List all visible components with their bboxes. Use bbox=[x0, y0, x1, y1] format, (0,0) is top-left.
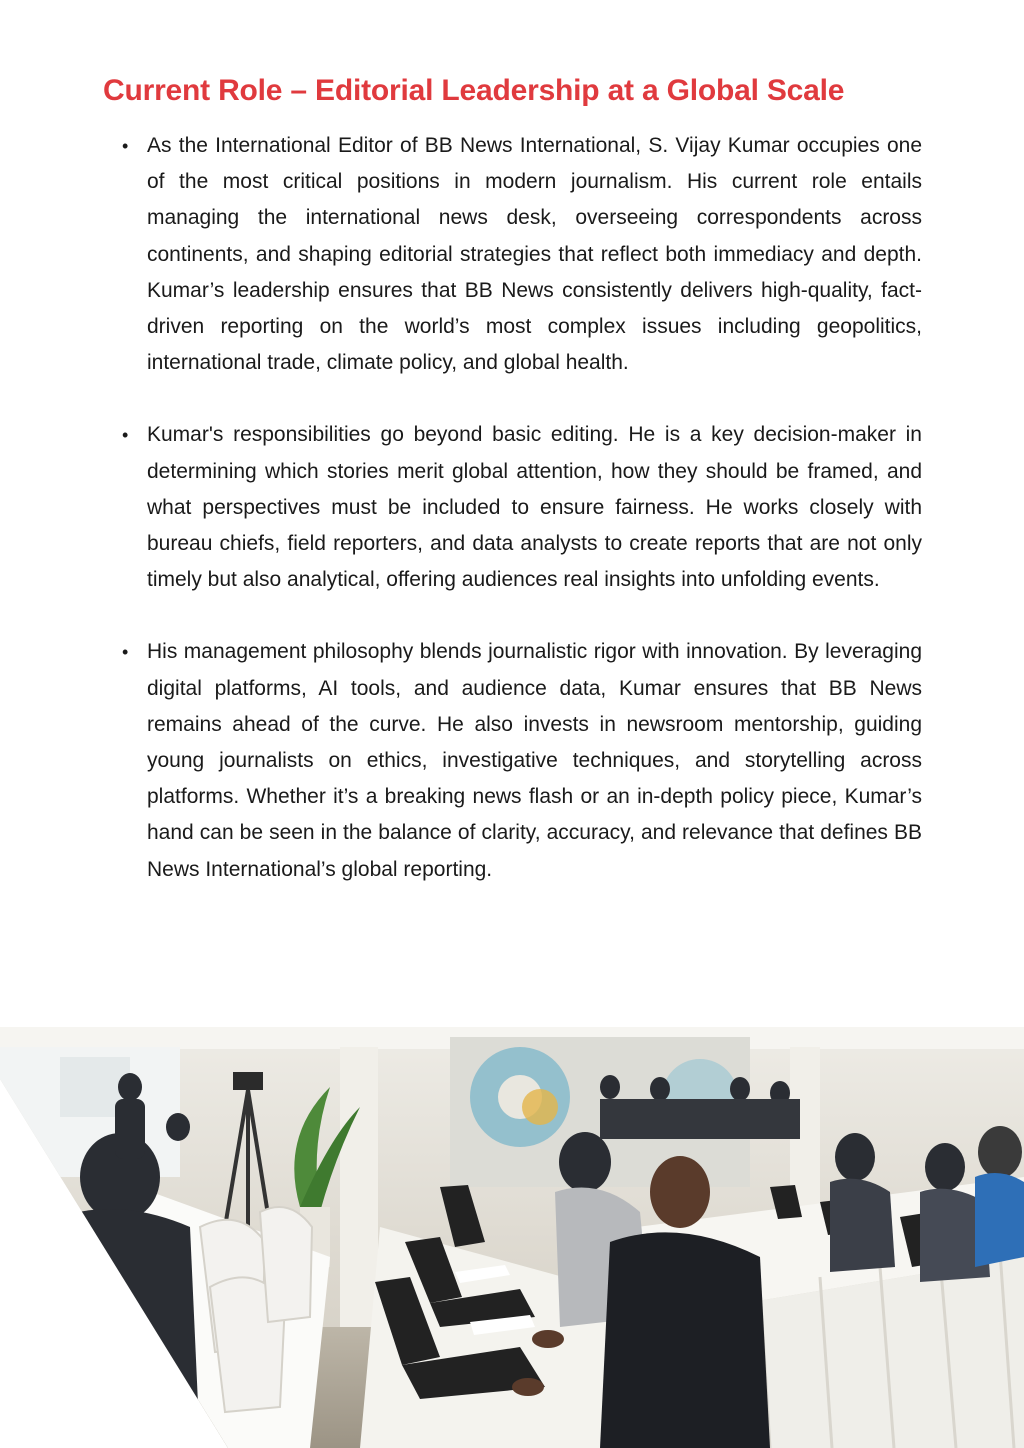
bullet-icon: • bbox=[122, 425, 129, 446]
bullet-text: His management philosophy blends journalistic rigor with innovation. By leveraging digital platforms, AI tools, and audience data, Kumar ensures that BB News remains ahead of the curve. He also invests in newsroom mentorship, guiding young journalists on ethics, investigative techniques, and storytelling across platforms. Whether it’s a breaking news flash or an in-depth policy piece, Kumar’s hand can be seen in the balance of clarity, accuracy, and relevance that defines BB News International’s global reporting. bbox=[147, 640, 922, 881]
bullet-list bbox=[120, 128, 922, 888]
bullet-item-3 bbox=[120, 634, 922, 887]
bullet-item-1 bbox=[120, 128, 922, 381]
page-title: Current Role – Editorial Leadership at a Global Scale bbox=[103, 74, 845, 107]
bullet-item-2 bbox=[120, 417, 922, 598]
newsroom-photo bbox=[0, 1027, 1024, 1448]
bullet-icon: • bbox=[122, 136, 129, 156]
bullet-text: Kumar's responsibilities go beyond basic editing. He is a key decision-maker in determining which stories merit global attention, how they should be framed, and what perspectives must be included to ensure fairness. He works closely with bureau chiefs, field reporters, and data analysts to create reports that are not only timely but also analytical, offering audiences real insights into unfolding events. bbox=[147, 423, 922, 592]
bullet-icon: • bbox=[122, 642, 129, 663]
newsroom-scene bbox=[0, 1027, 1024, 1448]
bullet-text: As the International Editor of BB News International, S. Vijay Kumar occupies one of the most critical positions in modern journalism. His current role entails managing the international news desk, overseeing correspondents across continents, and shaping editorial strategies that reflect both immediacy and depth. Kumar’s leadership ensures that BB News consistently delivers high-quality, fact-driven reporting on the world’s most complex issues including geopolitics, international trade, climate policy, and global health. bbox=[147, 134, 922, 375]
